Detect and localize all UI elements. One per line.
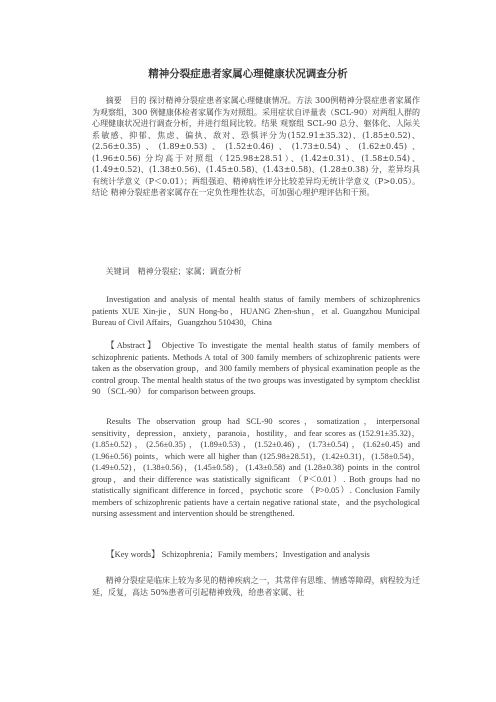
english-title-authors: Investigation and analysis of mental health status of family members of schizophrenics patients XUE Xin-jie，SUN Hong-bo，HUANG Zhen-shun，et al. Guangzhou Municipal Bureau of Civil Affairs，Guangzhou 510430，China (92, 295, 420, 327)
english-results: Results The observation group had SCL-90 scores，somatization，interpersonal sensitivity，depression，anxiety，paranoia，hostility，and fear scores as (152.91±35.32)，(1.85±0.52)，(2.56±0.35)，(1.89±0.53)，(1.52±0.46)，(1.73±0.54)，(1.62±0.45) and (1.96±0.56) points，which were all higher than (125.98±28.51)，(1.42±0.31)，(1.58±0.54)，(1.49±0.52)，(1.38±0.56)，(1.45±0.58)，(1.43±0.58) and (1.28±0.38) points in the control group，and their difference was statistically significant （P＜0.01）. Both groups had no statistically significant difference in forced，psychotic score （P>0.05）. Conclusion Family members of schizophrenic patients have a certain negative rational state，and the psychological nursing assessment and intervention should be strengthened. (92, 417, 420, 518)
chinese-keywords: 关键词 精神分裂症；家属；调查分析 (105, 267, 242, 276)
paper-title: 精神分裂症患者家属心理健康状况调查分析 (148, 68, 348, 80)
chinese-abstract: 摘要 目的 探讨精神分裂症患者家属心理健康情况。方法 300例精神分裂症患者家属作为观察组，300 例健康体检者家属作为对照组。采用症状自评量表（SCL-90）对两组人群的心理健康状况进行调查分析，并进行组间比较。结果 观察组 SCL-90 总分、躯体化、人际关系敏感、抑郁、焦虑、偏执、敌对、恐惧评分为(152.91±35.32)、(1.85±0.52)、(2.56±0.35)、(1.89±0.53)、(1.52±0.46)、(1.73±0.54)、(1.62±0.45)、(1.96±0.56) 分均高于对照组（125.98±28.51）、(1.42±0.31)、(1.58±0.54)、(1.49±0.52)、(1.38±0.56)、(1.45±0.58)、(1.43±0.58)、(1.28±0.38) 分，差异均具有统计学意义（P＜0.01）；两组强迫、精神病性评分比较差异均无统计学意义（P>0.05）。结论 精神分裂症患者家属存在一定负性理性状态，可加强心理护理评估和干预。 (92, 96, 420, 197)
english-keywords: 【Key words】 Schizophrenia；Family members；Investigation and analysis (106, 550, 370, 559)
body-intro-paragraph: 精神分裂症是临床上较为多见的精神疾病之一，其常伴有思维、情感等障碍，病程较为迁延，反复，高达 50%患者可引起精神致残，给患者家属、社 (92, 576, 420, 597)
english-abstract: 【Abstract】 Objective To investigate the mental health status of family members of schizophrenic patients. Methods A total of 300 family members of schizophrenic patients were taken as the observation group，and 300 family members of physical examination people as the control group. The mental health status of the two groups was investigated by symptom checklist 90 （SCL-90） for comparison between groups. (92, 341, 420, 396)
